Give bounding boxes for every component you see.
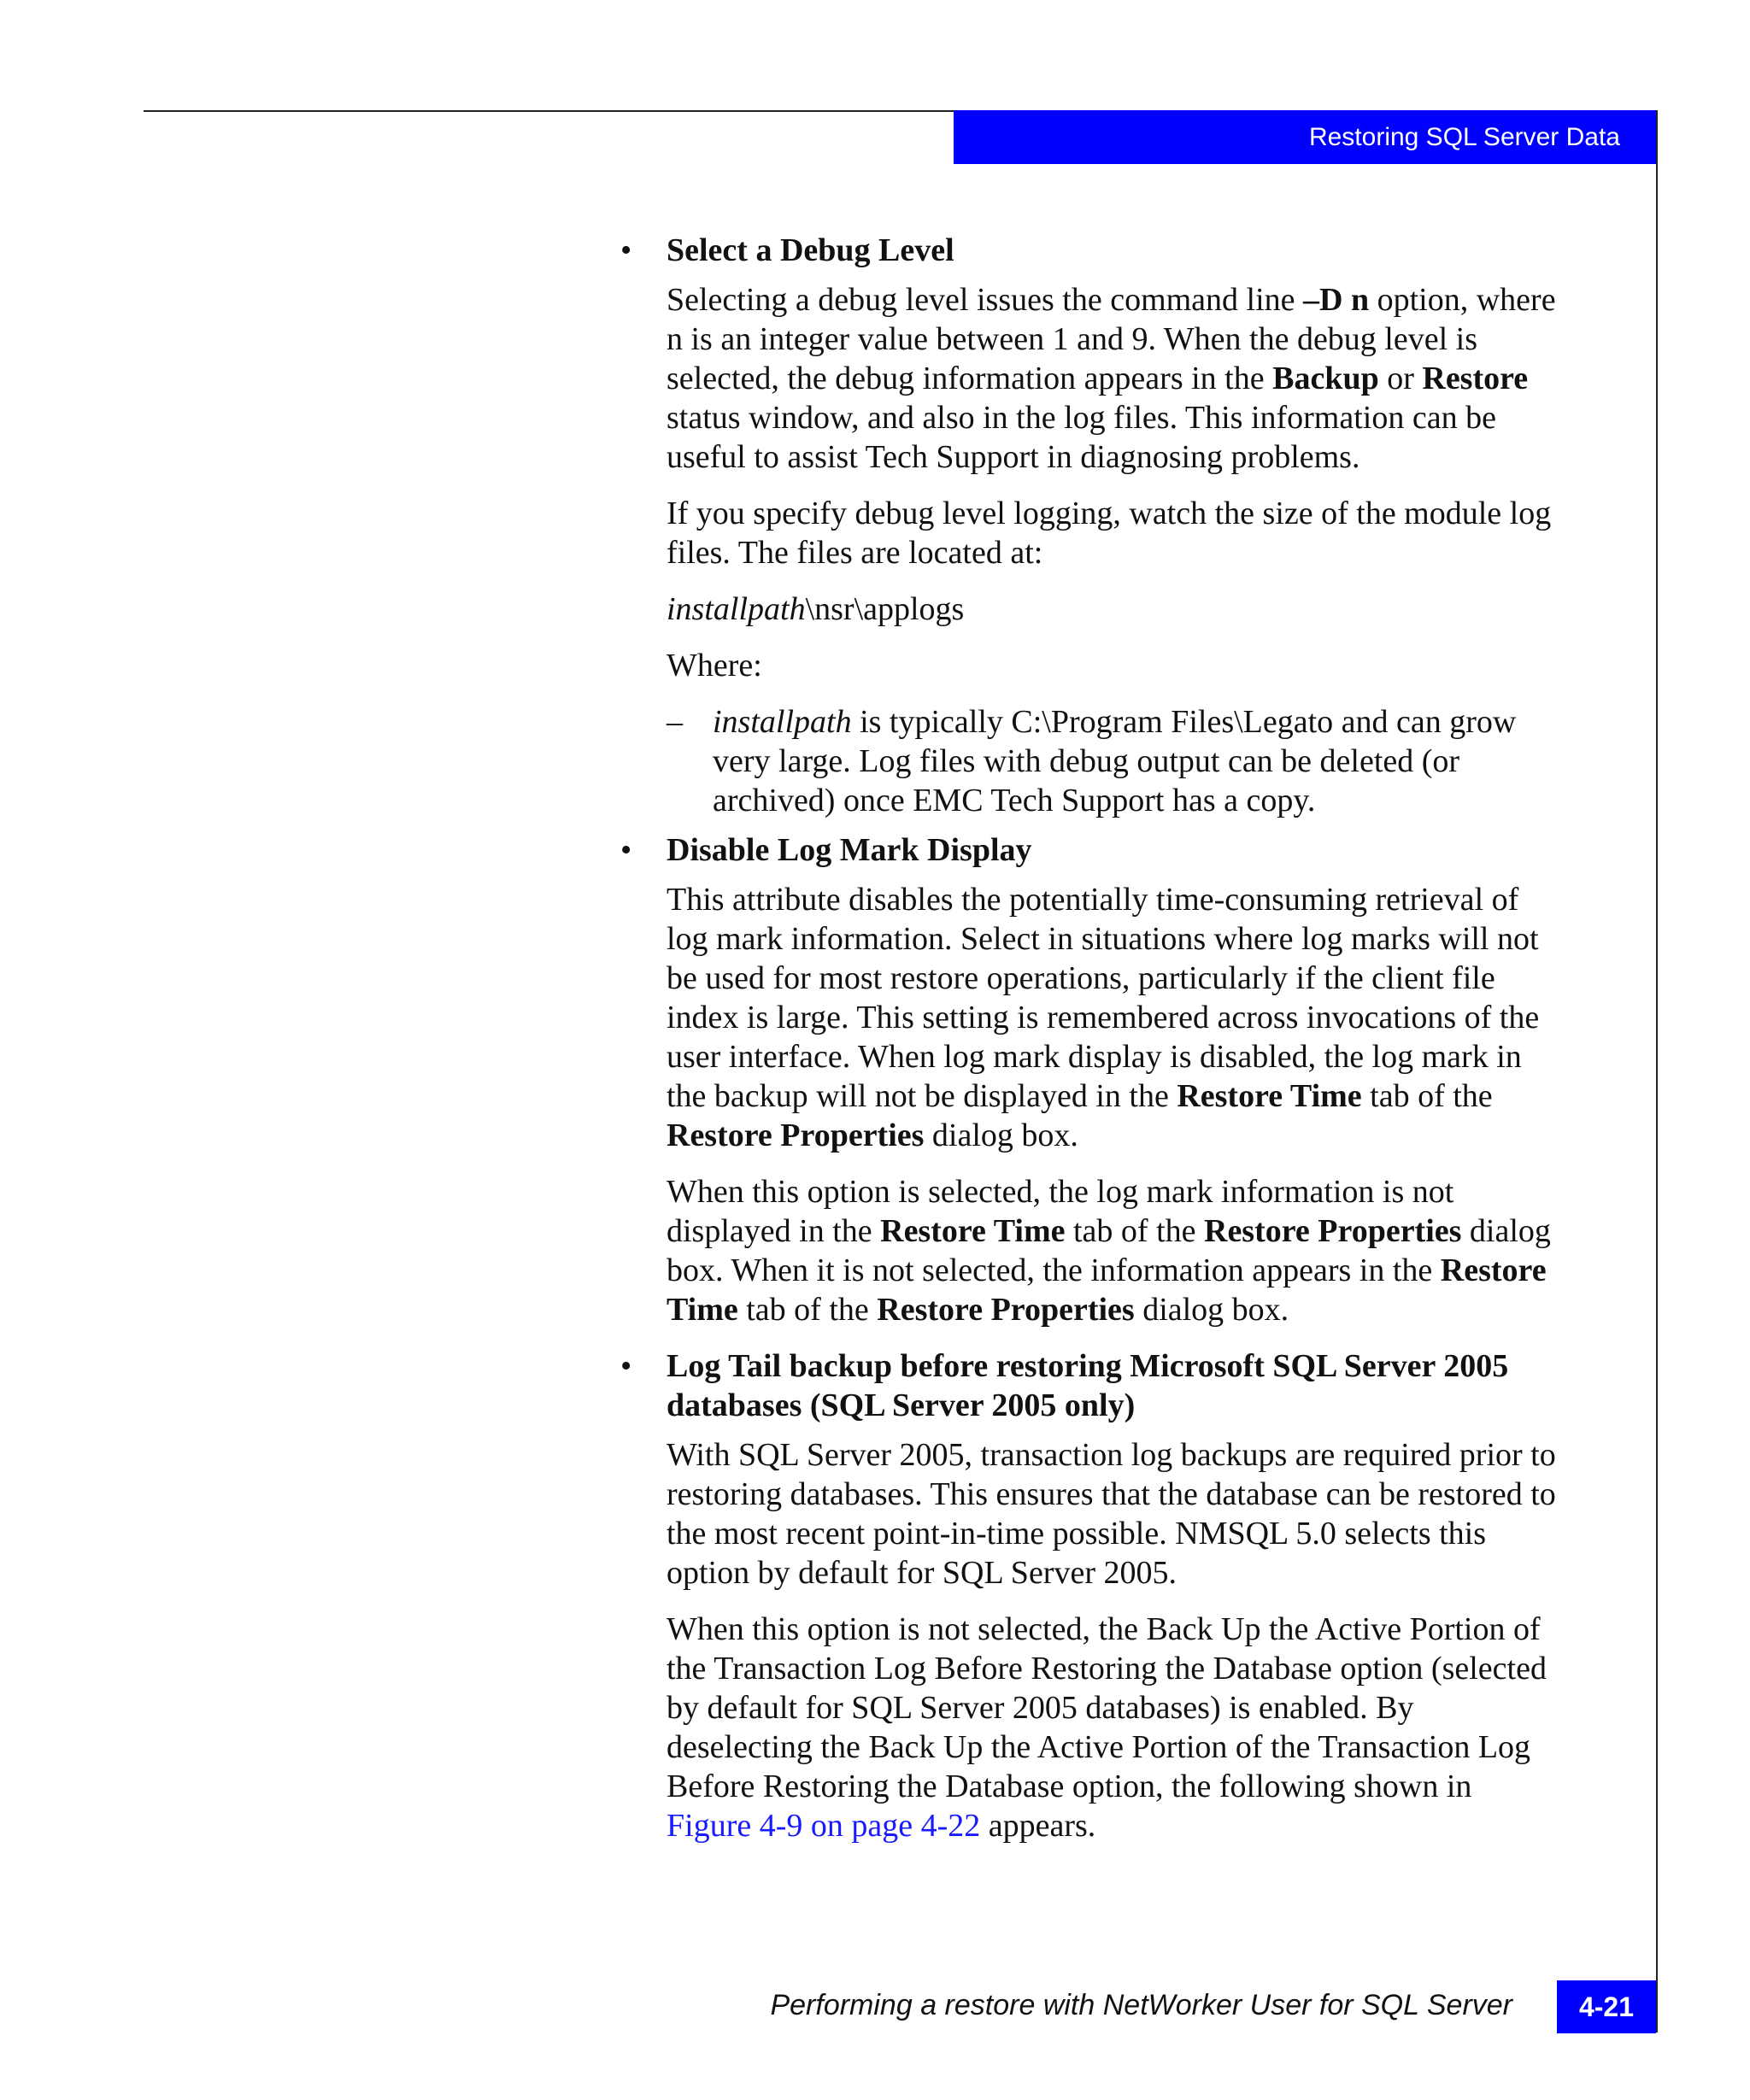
page-body [620, 231, 1560, 1845]
bullet-icon: • [620, 832, 632, 868]
paragraph: When this option is not selected, the Back Up the Active Portion of the Transaction Log Before Restoring the Database option (selected by default for SQL Server 2005 databases) is enabled. By deselecting the Back Up the Active Portion of the Transaction Log Before Restoring the Database option, the following shown in Figure 4-9 on page 4-22 appears. [667, 1611, 1547, 1844]
right-margin-rule [1656, 110, 1658, 2033]
bullet-disable-log-mark [620, 830, 1560, 1329]
bullet-title: Disable Log Mark Display [667, 832, 1032, 868]
section-header [954, 110, 1656, 164]
bullet-debug-level [620, 231, 1560, 820]
paragraph: This attribute disables the potentially time-consuming retrieval of log mark information. Select in situations where log marks will not be used for most restore operations, particularly if the client file index is large. This setting is remembered across invocations of the user interface. When log mark display is disabled, the log mark in the backup will not be displayed in the Restore Time tab of the Restore Properties dialog box. [667, 882, 1540, 1153]
page-number [1557, 1980, 1656, 2033]
sub-list-item: – installpath is typically C:\Program Files\Legato and can grow very large. Log files with debug output can be deleted (or archived) once EMC Tech Support has a copy. [667, 704, 1517, 818]
paragraph: Selecting a debug level issues the command line –D n option, where n is an integer value between 1 and 9. When the debug level is selected, the debug information appears in the Backup or Restore status window, and also in the log files. This information can be useful to assist Tech Support in diagnosing problems. [667, 282, 1556, 475]
paragraph: When this option is selected, the log mark information is not displayed in the Restore Time tab of the Restore Properties dialog box. When it is not selected, the information appears in the Restore Time tab of the Restore Properties dialog box. [667, 1174, 1551, 1328]
bullet-icon: • [620, 232, 632, 268]
bullet-title: Select a Debug Level [667, 232, 954, 268]
bullet-icon: • [620, 1348, 632, 1384]
where-label: Where: [667, 648, 762, 683]
log-path: installpath\nsr\applogs [667, 591, 965, 627]
section-title: Restoring SQL Server Data [1308, 122, 1620, 151]
bullet-title: Log Tail backup before restoring Microsoft SQL Server 2005 databases (SQL Server 2005 only) [667, 1348, 1509, 1423]
footer-chapter-title: Performing a restore with NetWorker User for SQL Server [770, 1989, 1512, 2021]
page-number-label: 4-21 [1578, 1991, 1635, 2022]
paragraph: If you specify debug level logging, watch the size of the module log files. The files are located at: [667, 496, 1552, 571]
bullet-log-tail-backup [620, 1346, 1560, 1845]
paragraph: With SQL Server 2005, transaction log backups are required prior to restoring databases. This ensures that the database can be restored to the most recent point-in-time possible. NMSQL 5.0 selects this option by default for SQL Server 2005. [667, 1437, 1556, 1591]
dash-icon: – [667, 704, 683, 740]
figure-link[interactable]: Figure 4-9 on page 4-22 [667, 1808, 981, 1844]
